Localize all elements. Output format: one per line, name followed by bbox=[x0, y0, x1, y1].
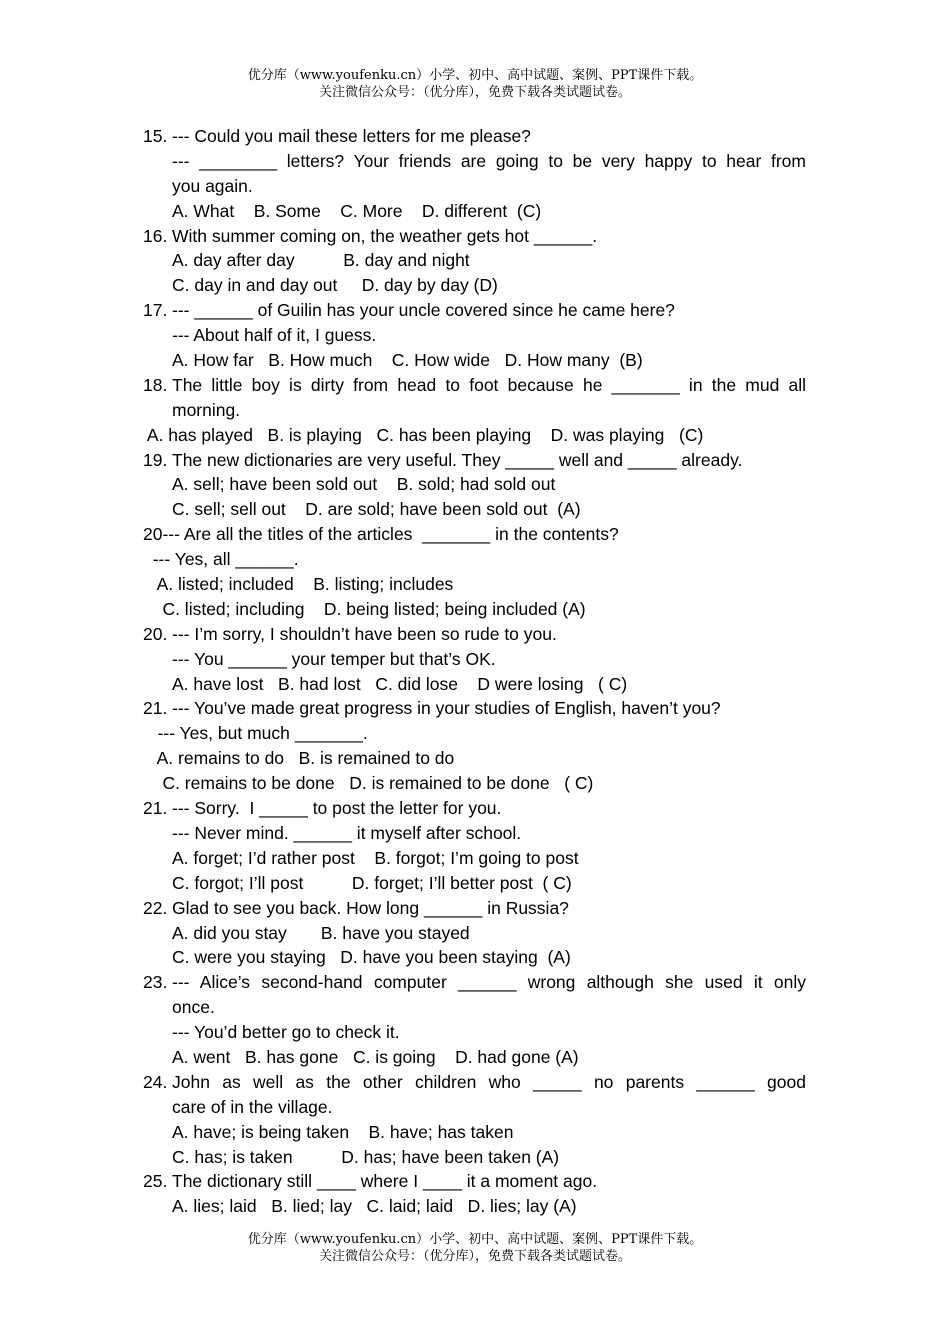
question-number: 25. bbox=[143, 1171, 168, 1192]
question-23 bbox=[143, 970, 806, 1070]
answer-options: C. listed; including D. being listed; being included (A) bbox=[143, 598, 586, 619]
question-17 bbox=[143, 298, 806, 373]
answer-options: A. remains to do B. is remained to do bbox=[143, 748, 455, 769]
question-line: --- Sorry. I _____ to post the letter for you. bbox=[172, 798, 502, 819]
question-24 bbox=[143, 1070, 806, 1170]
question-line: --- Yes, but much _______. bbox=[143, 723, 368, 744]
question-25 bbox=[143, 1169, 806, 1219]
answer-options: A. How far B. How much C. How wide D. How many (B) bbox=[172, 350, 643, 371]
answer-options: A. listed; included B. listing; includes bbox=[143, 574, 454, 595]
answer-options: C. forgot; I’ll post D. forget; I’ll better post ( C) bbox=[172, 872, 572, 893]
answer-options: A. went B. has gone C. is going D. had gone (A) bbox=[172, 1046, 579, 1067]
question-number: 16. bbox=[143, 225, 168, 246]
answer-options: A. did you stay B. have you stayed bbox=[172, 922, 470, 943]
question-22 bbox=[143, 896, 806, 971]
header-line-2: 关注微信公众号：（优分库），免费下载各类试题试卷。 bbox=[318, 85, 631, 100]
question-line: --- ______ of Guilin has your uncle covered since he came here? bbox=[172, 300, 675, 321]
question-line: Glad to see you back. How long ______ in Russia? bbox=[172, 897, 569, 918]
question-line: 20--- Are all the titles of the articles _______ in the contents? bbox=[143, 524, 619, 545]
question-21a bbox=[143, 696, 806, 721]
question-number: 19. bbox=[143, 449, 168, 470]
footer-line-2: 关注微信公众号：（优分库），免费下载各类试题试卷。 bbox=[318, 1249, 631, 1264]
question-19 bbox=[143, 448, 806, 523]
question-20a bbox=[143, 522, 806, 622]
question-list bbox=[143, 124, 806, 1219]
question-line: John as well as the other children who _____ no parents ______ good bbox=[172, 1071, 806, 1092]
question-line: --- ________ letters? Your friends are going to be very happy to hear from bbox=[172, 150, 806, 171]
question-line: The little boy is dirty from head to foot because he _______ in the mud all bbox=[172, 374, 806, 395]
question-line: --- You’d better go to check it. bbox=[172, 1022, 400, 1043]
question-15 bbox=[143, 124, 806, 224]
question-number: 21. bbox=[143, 798, 168, 819]
answer-options: C. has; is taken D. has; have been taken (A) bbox=[172, 1146, 560, 1167]
header-line-1: 优分库（www.youfenku.cn）小学、初中、高中试题、案例、PPT课件下载。 bbox=[247, 68, 703, 83]
question-number: 21. bbox=[143, 698, 168, 719]
question-line: --- You’ve made great progress in your studies of English, haven’t you? bbox=[172, 698, 721, 719]
answer-options: A. sell; have been sold out B. sold; had sold out bbox=[172, 474, 556, 495]
question-number: 17. bbox=[143, 300, 168, 321]
question-number: 18. bbox=[143, 374, 168, 395]
question-line: --- Never mind. ______ it myself after school. bbox=[172, 822, 522, 843]
answer-options: A. have lost B. had lost C. did lose D were losing ( C) bbox=[172, 673, 628, 694]
question-line: --- About half of it, I guess. bbox=[172, 325, 377, 346]
question-20b bbox=[143, 622, 806, 697]
answer-options: C. day in and day out D. day by day (D) bbox=[172, 275, 498, 296]
question-line: --- Yes, all ______. bbox=[143, 549, 299, 570]
page-header bbox=[0, 67, 950, 101]
question-line: care of in the village. bbox=[172, 1096, 333, 1117]
question-18 bbox=[143, 373, 806, 423]
question-number: 15. bbox=[143, 126, 168, 146]
question-number: 24. bbox=[143, 1071, 168, 1092]
question-number: 22. bbox=[143, 897, 168, 918]
question-line: --- Alice’s second-hand computer ______ wrong although she used it only bbox=[172, 972, 806, 993]
question-number: 20. bbox=[143, 623, 168, 644]
question-line: --- You ______ your temper but that’s OK. bbox=[172, 648, 496, 669]
answer-options: A. forget; I’d rather post B. forgot; I’m going to post bbox=[172, 847, 579, 868]
footer-line-1: 优分库（www.youfenku.cn）小学、初中、高中试题、案例、PPT课件下载。 bbox=[247, 1232, 703, 1247]
question-line: --- I’m sorry, I shouldn’t have been so rude to you. bbox=[172, 623, 557, 644]
question-16 bbox=[143, 224, 806, 299]
answer-options: A. What B. Some C. More D. different (C) bbox=[172, 200, 542, 221]
answer-options: A. lies; laid B. lied; lay C. laid; laid D. lies; lay (A) bbox=[172, 1196, 577, 1217]
answer-options: C. were you staying D. have you been staying (A) bbox=[172, 947, 571, 968]
question-line: The new dictionaries are very useful. They _____ well and _____ already. bbox=[172, 449, 743, 470]
answer-options: A. day after day B. day and night bbox=[172, 250, 470, 271]
answer-options: C. remains to be done D. is remained to be done ( C) bbox=[143, 773, 594, 794]
question-line: morning. bbox=[172, 399, 241, 420]
question-line: The dictionary still ____ where I ____ it a moment ago. bbox=[172, 1171, 598, 1192]
question-line: you again. bbox=[172, 175, 253, 196]
answer-options: A. have; is being taken B. have; has taken bbox=[172, 1121, 514, 1142]
answer-options: C. sell; sell out D. are sold; have been sold out (A) bbox=[172, 499, 581, 520]
page-footer bbox=[0, 1231, 950, 1265]
answer-options: A. has played B. is playing C. has been playing D. was playing (C) bbox=[143, 424, 704, 445]
question-number: 23. bbox=[143, 972, 168, 993]
question-line: once. bbox=[172, 997, 215, 1018]
question-21b bbox=[143, 796, 806, 896]
question-line: --- Could you mail these letters for me please? bbox=[172, 126, 531, 146]
question-line: With summer coming on, the weather gets hot ______. bbox=[172, 225, 598, 246]
